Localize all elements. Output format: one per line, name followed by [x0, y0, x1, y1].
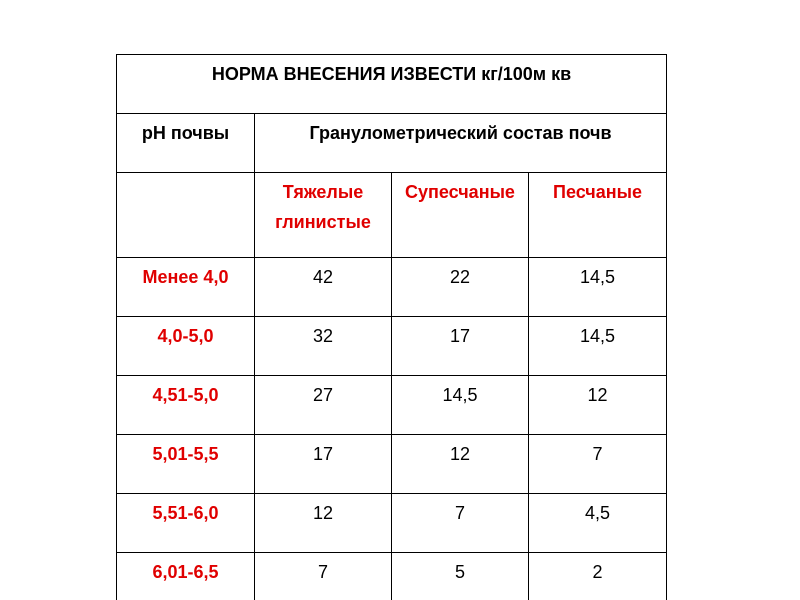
rate-cell: 2: [529, 553, 667, 600]
ph-range-cell: Менее 4,0: [117, 258, 255, 317]
table-row: [117, 317, 667, 376]
ph-range-cell: 4,0-5,0: [117, 317, 255, 376]
rate-cell: 7: [392, 494, 529, 553]
soil-type-header-heavy-clay: Тяжелые глинистые: [255, 173, 392, 258]
rate-cell: 5: [392, 553, 529, 600]
ph-column-header: pH почвы: [117, 114, 255, 173]
lime-application-table: [116, 54, 667, 600]
soil-type-header-sandy-loam: Супесчаные: [392, 173, 529, 258]
ph-range-cell: 5,01-5,5: [117, 435, 255, 494]
rate-cell: 12: [255, 494, 392, 553]
empty-header-cell: [117, 173, 255, 258]
rate-cell: 7: [529, 435, 667, 494]
rate-cell: 27: [255, 376, 392, 435]
table-row: [117, 494, 667, 553]
rate-cell: 14,5: [392, 376, 529, 435]
ph-range-cell: 4,51-5,0: [117, 376, 255, 435]
rate-cell: 42: [255, 258, 392, 317]
rate-cell: 4,5: [529, 494, 667, 553]
table-row: [117, 553, 667, 600]
composition-header: Гранулометрический состав почв: [255, 114, 667, 173]
rate-cell: 7: [255, 553, 392, 600]
table-row: [117, 258, 667, 317]
rate-cell: 12: [392, 435, 529, 494]
table-header-row: [117, 114, 667, 173]
soil-type-header-row: [117, 173, 667, 258]
rate-cell: 32: [255, 317, 392, 376]
ph-range-cell: 6,01-6,5: [117, 553, 255, 600]
rate-cell: 14,5: [529, 258, 667, 317]
ph-range-cell: 5,51-6,0: [117, 494, 255, 553]
table-title: НОРМА ВНЕСЕНИЯ ИЗВЕСТИ кг/100м кв: [117, 55, 667, 114]
rate-cell: 22: [392, 258, 529, 317]
rate-cell: 17: [392, 317, 529, 376]
rate-cell: 14,5: [529, 317, 667, 376]
rate-cell: 12: [529, 376, 667, 435]
soil-type-header-sandy: Песчаные: [529, 173, 667, 258]
table-row: [117, 376, 667, 435]
table-row: [117, 435, 667, 494]
rate-cell: 17: [255, 435, 392, 494]
table-title-row: [117, 55, 667, 114]
